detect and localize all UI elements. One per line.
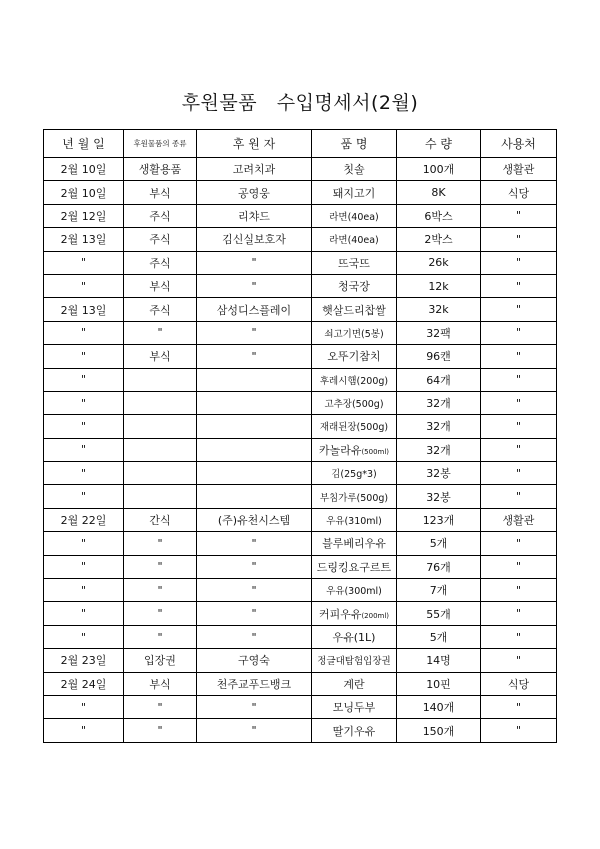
- header-use: 사용처: [481, 130, 557, 158]
- cell-use: ": [481, 555, 557, 578]
- cell-type: 주식: [124, 228, 197, 251]
- cell-type: ": [124, 602, 197, 625]
- item-name: 커피우유: [318, 607, 362, 621]
- donation-ledger-table: [43, 129, 557, 743]
- cell-date: ": [44, 368, 124, 391]
- cell-qty: 32개: [397, 391, 481, 414]
- cell-use: ": [481, 298, 557, 321]
- cell-date: 2월 10일: [44, 181, 124, 204]
- cell-donor: [197, 368, 312, 391]
- item-name: 돼지고기: [332, 186, 376, 200]
- cell-date: ": [44, 555, 124, 578]
- cell-use: ": [481, 204, 557, 227]
- cell-qty: 32팩: [397, 321, 481, 344]
- cell-item: [312, 602, 397, 625]
- cell-use: 식당: [481, 181, 557, 204]
- item-name: 우유(1L): [332, 631, 376, 644]
- cell-qty: 10핀: [397, 672, 481, 695]
- cell-item: [312, 695, 397, 718]
- cell-donor: ": [197, 602, 312, 625]
- cell-type: 주식: [124, 204, 197, 227]
- cell-date: ": [44, 415, 124, 438]
- cell-date: ": [44, 321, 124, 344]
- cell-type: ": [124, 532, 197, 555]
- item-volume-note: (200ml): [361, 611, 390, 620]
- cell-qty: 12k: [397, 274, 481, 297]
- cell-date: ": [44, 438, 124, 461]
- cell-date: 2월 13일: [44, 298, 124, 321]
- header-donor: 후 원 자: [197, 130, 312, 158]
- cell-donor: ": [197, 345, 312, 368]
- cell-qty: 2박스: [397, 228, 481, 251]
- cell-donor: ": [197, 251, 312, 274]
- table-row: [44, 602, 557, 625]
- item-name: 오뚜기참치: [327, 350, 381, 364]
- table-row: [44, 649, 557, 672]
- table-row: [44, 321, 557, 344]
- cell-use: ": [481, 719, 557, 742]
- cell-donor: [197, 485, 312, 508]
- cell-type: [124, 391, 197, 414]
- cell-donor: ": [197, 579, 312, 602]
- cell-date: ": [44, 462, 124, 485]
- item-name: 카놀라유: [318, 443, 362, 457]
- cell-use: ": [481, 415, 557, 438]
- cell-use: ": [481, 532, 557, 555]
- item-name: 김(25g*3): [331, 469, 377, 481]
- cell-type: ": [124, 321, 197, 344]
- cell-qty: 5개: [397, 625, 481, 648]
- cell-qty: 8K: [397, 181, 481, 204]
- cell-item: [312, 625, 397, 648]
- cell-use: ": [481, 625, 557, 648]
- cell-qty: 32봉: [397, 462, 481, 485]
- cell-item: [312, 485, 397, 508]
- cell-type: 부식: [124, 672, 197, 695]
- item-name: 모닝두부: [332, 701, 376, 715]
- cell-type: 부식: [124, 274, 197, 297]
- table-row: [44, 391, 557, 414]
- cell-type: 입장권: [124, 649, 197, 672]
- item-name: 계란: [343, 677, 365, 691]
- table-row: [44, 251, 557, 274]
- cell-item: [312, 719, 397, 742]
- item-name: 칫솔: [343, 163, 365, 177]
- item-name: 우유(300ml): [326, 586, 382, 598]
- table-row: [44, 508, 557, 531]
- cell-date: ": [44, 345, 124, 368]
- table-row: [44, 181, 557, 204]
- cell-donor: 고려치과: [197, 158, 312, 181]
- cell-item: [312, 508, 397, 531]
- item-volume-note: (500ml): [361, 447, 390, 456]
- cell-item: [312, 532, 397, 555]
- cell-donor: 천주교푸드뱅크: [197, 672, 312, 695]
- cell-date: ": [44, 251, 124, 274]
- cell-date: 2월 23일: [44, 649, 124, 672]
- cell-qty: 5개: [397, 532, 481, 555]
- header-row: [44, 130, 557, 158]
- cell-use: 생활관: [481, 508, 557, 531]
- cell-donor: ": [197, 719, 312, 742]
- table-row: [44, 462, 557, 485]
- table-row: [44, 345, 557, 368]
- cell-qty: 26k: [397, 251, 481, 274]
- cell-type: ": [124, 579, 197, 602]
- cell-item: [312, 649, 397, 672]
- cell-item: [312, 321, 397, 344]
- cell-type: [124, 438, 197, 461]
- cell-donor: ": [197, 695, 312, 718]
- cell-item: [312, 204, 397, 227]
- table-row: [44, 415, 557, 438]
- table-row: [44, 485, 557, 508]
- cell-use: 식당: [481, 672, 557, 695]
- cell-donor: [197, 462, 312, 485]
- cell-date: 2월 22일: [44, 508, 124, 531]
- table-row: [44, 204, 557, 227]
- cell-use: ": [481, 485, 557, 508]
- cell-qty: 55개: [397, 602, 481, 625]
- cell-donor: ": [197, 532, 312, 555]
- item-name: 부침가루(500g): [319, 492, 389, 504]
- cell-date: ": [44, 602, 124, 625]
- cell-qty: 7개: [397, 579, 481, 602]
- cell-use: ": [481, 649, 557, 672]
- cell-qty: 14명: [397, 649, 481, 672]
- cell-type: [124, 462, 197, 485]
- cell-use: 생활관: [481, 158, 557, 181]
- cell-donor: ": [197, 625, 312, 648]
- cell-type: ": [124, 555, 197, 578]
- cell-use: ": [481, 602, 557, 625]
- cell-qty: 6박스: [397, 204, 481, 227]
- item-name: 쇠고기면(5봉): [324, 328, 384, 340]
- cell-type: 부식: [124, 345, 197, 368]
- cell-date: ": [44, 719, 124, 742]
- cell-use: ": [481, 368, 557, 391]
- cell-date: ": [44, 391, 124, 414]
- item-name: 딸기우유: [332, 724, 376, 738]
- item-name: 블루베리우유: [322, 537, 386, 551]
- table-row: [44, 228, 557, 251]
- item-name: 후레시햄(200g): [319, 375, 389, 387]
- table-row: [44, 274, 557, 297]
- table-row: [44, 438, 557, 461]
- item-name: 정글대탐험입장권: [317, 656, 391, 668]
- cell-use: ": [481, 345, 557, 368]
- cell-date: 2월 24일: [44, 672, 124, 695]
- cell-type: ": [124, 625, 197, 648]
- table-row: [44, 579, 557, 602]
- item-name: 뜨국뜨: [338, 256, 370, 270]
- cell-date: ": [44, 485, 124, 508]
- header-date: 년 월 일: [44, 130, 124, 158]
- header-item: 품 명: [312, 130, 397, 158]
- cell-use: ": [481, 228, 557, 251]
- cell-qty: 32봉: [397, 485, 481, 508]
- cell-date: 2월 10일: [44, 158, 124, 181]
- table-row: [44, 368, 557, 391]
- cell-use: ": [481, 579, 557, 602]
- cell-donor: 공영웅: [197, 181, 312, 204]
- cell-use: ": [481, 462, 557, 485]
- cell-donor: [197, 415, 312, 438]
- cell-item: [312, 391, 397, 414]
- cell-type: 간식: [124, 508, 197, 531]
- table-row: [44, 158, 557, 181]
- cell-donor: 구영숙: [197, 649, 312, 672]
- cell-item: [312, 438, 397, 461]
- cell-donor: 리챠드: [197, 204, 312, 227]
- ledger-body: [44, 158, 557, 743]
- cell-date: ": [44, 625, 124, 648]
- cell-use: ": [481, 274, 557, 297]
- cell-type: 주식: [124, 251, 197, 274]
- cell-type: 부식: [124, 181, 197, 204]
- cell-item: [312, 158, 397, 181]
- cell-item: [312, 228, 397, 251]
- cell-date: ": [44, 532, 124, 555]
- table-row: [44, 298, 557, 321]
- document-title: 후원물품 수입명세서(2월): [181, 92, 419, 114]
- cell-donor: (주)유천시스템: [197, 508, 312, 531]
- cell-item: [312, 555, 397, 578]
- cell-use: ": [481, 695, 557, 718]
- cell-qty: 32k: [397, 298, 481, 321]
- cell-donor: ": [197, 274, 312, 297]
- cell-date: ": [44, 695, 124, 718]
- cell-qty: 64개: [397, 368, 481, 391]
- header-qty: 수 량: [397, 130, 481, 158]
- item-name: 청국장: [338, 280, 370, 294]
- cell-donor: ": [197, 555, 312, 578]
- cell-qty: 150개: [397, 719, 481, 742]
- cell-type: 주식: [124, 298, 197, 321]
- table-row: [44, 625, 557, 648]
- cell-date: 2월 12일: [44, 204, 124, 227]
- cell-qty: 96캔: [397, 345, 481, 368]
- cell-item: [312, 462, 397, 485]
- cell-type: ": [124, 695, 197, 718]
- cell-qty: 76개: [397, 555, 481, 578]
- table-row: [44, 672, 557, 695]
- cell-donor: [197, 438, 312, 461]
- item-name: 드링킹요구르트: [316, 560, 392, 574]
- item-name: 고추장(500g): [324, 399, 384, 411]
- cell-item: [312, 368, 397, 391]
- cell-use: ": [481, 438, 557, 461]
- item-name: 재래된장(500g): [319, 422, 389, 434]
- table-row: [44, 532, 557, 555]
- cell-item: [312, 345, 397, 368]
- item-name: 라면(40ea): [329, 211, 379, 223]
- cell-qty: 32개: [397, 438, 481, 461]
- table-row: [44, 695, 557, 718]
- cell-type: ": [124, 719, 197, 742]
- cell-type: 생활용품: [124, 158, 197, 181]
- cell-type: [124, 415, 197, 438]
- cell-item: [312, 415, 397, 438]
- cell-date: 2월 13일: [44, 228, 124, 251]
- cell-type: [124, 368, 197, 391]
- cell-qty: 32개: [397, 415, 481, 438]
- item-name: 햇살드리찹쌀: [322, 303, 386, 317]
- cell-item: [312, 672, 397, 695]
- cell-qty: 123개: [397, 508, 481, 531]
- cell-donor: [197, 391, 312, 414]
- cell-qty: 100개: [397, 158, 481, 181]
- table-row: [44, 555, 557, 578]
- cell-item: [312, 579, 397, 602]
- cell-item: [312, 298, 397, 321]
- header-type: 후원물품의 종류: [124, 130, 197, 158]
- cell-item: [312, 274, 397, 297]
- cell-donor: 삼성디스플레이: [197, 298, 312, 321]
- cell-date: ": [44, 579, 124, 602]
- cell-use: ": [481, 251, 557, 274]
- cell-qty: 140개: [397, 695, 481, 718]
- cell-item: [312, 181, 397, 204]
- cell-donor: ": [197, 321, 312, 344]
- item-name: 우유(310ml): [326, 516, 382, 528]
- cell-type: [124, 485, 197, 508]
- item-name: 라면(40ea): [329, 235, 379, 247]
- cell-item: [312, 251, 397, 274]
- cell-use: ": [481, 391, 557, 414]
- cell-use: ": [481, 321, 557, 344]
- cell-donor: 김신실보호자: [197, 228, 312, 251]
- cell-date: ": [44, 274, 124, 297]
- table-row: [44, 719, 557, 742]
